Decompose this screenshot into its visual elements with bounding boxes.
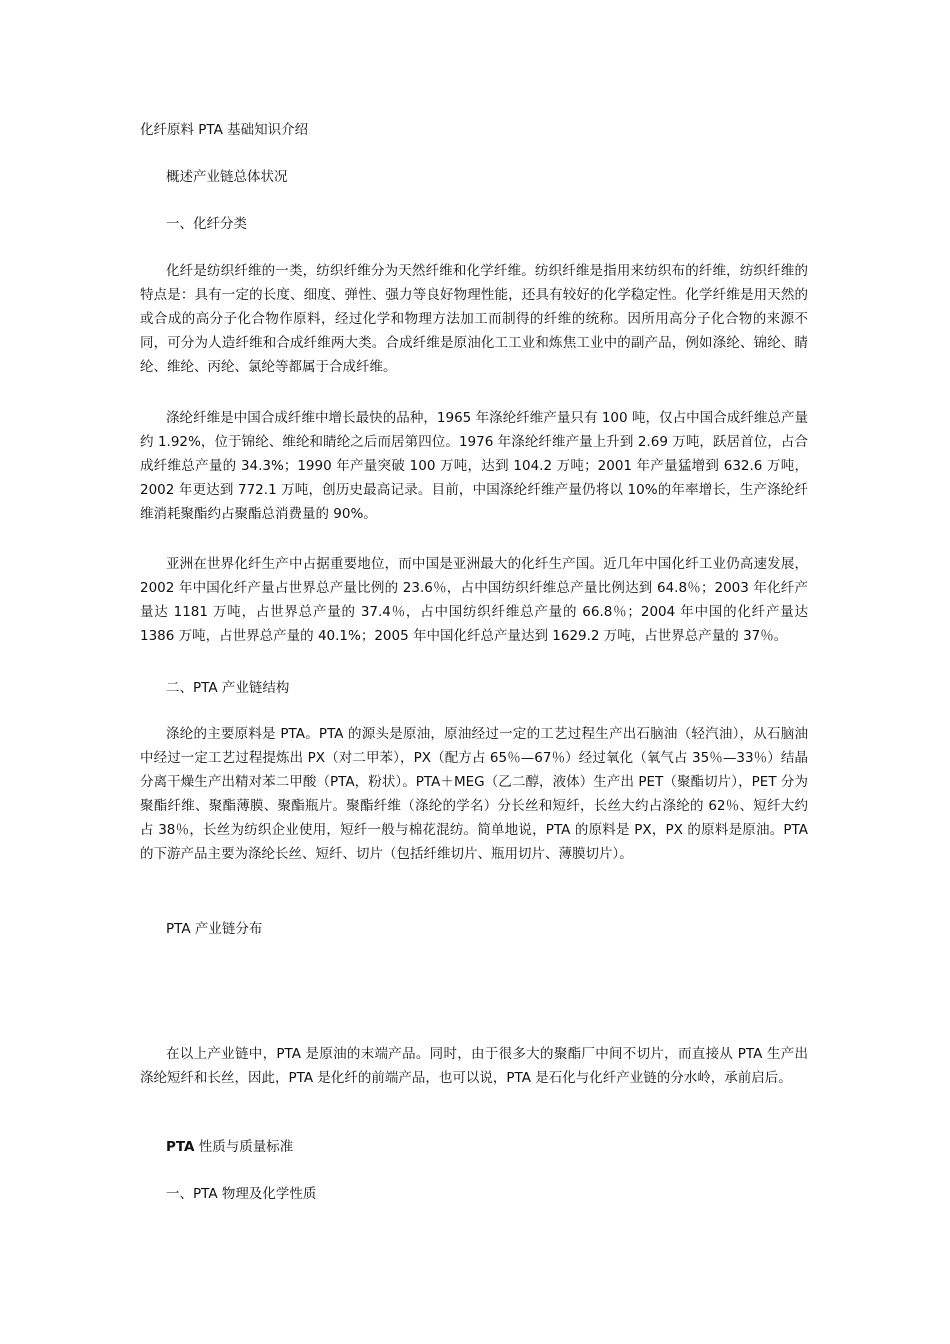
paragraph-polyester-growth: 涤纶纤维是中国合成纤维中增长最快的品种，1965 年涤纶纤维产量只有 100 吨，仅占中国合成纤维总产量约 1.92%，位于锦纶、维纶和睛纶之后而居第四位。1976 年涤纶纤维产量上升到 2.69 万吨，跃居首位，占合成纤维总产量的 34.3%；1990 年产量突破 100 万吨，达到 104.2 万吨；2001 年产量猛增到 632.6 万吨，2002 年更达到 772.1 万吨，创历史最高记录。目前，中国涤纶纤维产量仍将以 10%的年率增长，生产涤纶纤维消耗聚酯约占聚酯总消费量的 90%。 <box>140 410 808 522</box>
paragraph-asia-production: 亚洲在世界化纤生产中占据重要地位，而中国是亚洲最大的化纤生产国。近几年中国化纤工业仍高速发展，2002 年中国化纤产量占世界总产量比例的 23.6％，占中国纺织纤维总产量比例达到 64.8％；2003 年化纤产量达 1181 万吨，占世界总产量的 37.4％，占中国纺织纤维总产量的 66.8％；2004 年中国的化纤产量达 1386 万吨，占世界总产量的 40.1%；2005 年中国化纤总产量达到 1629.2 万吨，占世界总产量的 37％。 <box>140 556 808 644</box>
properties-heading-bold: PTA <box>166 1139 195 1155</box>
section-1-heading: 一、化纤分类 <box>166 216 247 232</box>
overview-heading: 概述产业链总体状况 <box>166 169 288 185</box>
paragraph-fiber-classification: 化纤是纺织纤维的一类，纺织纤维分为天然纤维和化学纤维。纺织纤维是指用来纺织布的纤维，纺织纤维的特点是：具有一定的长度、细度、弹性、强力等良好物理性能，还具有较好的化学稳定性。化学纤维是用天然的或合成的高分子化合物作原料，经过化学和物理方法加工而制得的纤维的统称。因所用高分子化合物的来源不同，可分为人造纤维和合成纤维两大类。合成纤维是原油化工工业和炼焦工业中的副产品，例如涤纶、锦纶、睛纶、维纶、丙纶、氯纶等都属于合成纤维。 <box>140 263 808 375</box>
properties-heading <box>166 1138 293 1156</box>
paragraph-pta-position: 在以上产业链中，PTA 是原油的末端产品。同时，由于很多大的聚酯厂中间不切片，而直接从 PTA 生产出涤纶短纤和长丝，因此，PTA 是化纤的前端产品，也可以说，PTA 是石化与化纤产业链的分水岭，承前启后。 <box>140 1046 808 1086</box>
paragraph-pta-chain-structure: 涤纶的主要原料是 PTA。PTA 的源头是原油，原油经过一定的工艺过程生产出石脑油（轻汽油），从石脑油中经过一定工艺过程提炼出 PX（对二甲苯），PX（配方占 65％—67％）经过氧化（氧气占 35％—33％）结晶分离干燥生产出精对苯二甲酸（PTA，粉状）。PTA＋MEG（乙二醇，液体）生产出 PET（聚酯切片），PET 分为聚酯纤维、聚酯薄膜、聚酯瓶片。聚酯纤维（涤纶的学名）分长丝和短纤，长丝大约占涤纶的 62％、短纤大约占 38％，长丝为纺织企业使用，短纤一般与棉花混纺。简单地说，PTA 的原料是 PX，PX 的原料是原油。PTA 的下游产品主要为涤纶长丝、短纤、切片（包括纤维切片、瓶用切片、薄膜切片）。 <box>140 726 808 862</box>
physical-chemical-heading: 一、PTA 物理及化学性质 <box>166 1186 317 1202</box>
properties-heading-rest: 性质与质量标准 <box>194 1139 294 1155</box>
chain-distribution-heading: PTA 产业链分布 <box>166 921 263 937</box>
section-2-heading: 二、PTA 产业链结构 <box>166 680 290 696</box>
document-title: 化纤原料 PTA 基础知识介绍 <box>140 122 309 138</box>
